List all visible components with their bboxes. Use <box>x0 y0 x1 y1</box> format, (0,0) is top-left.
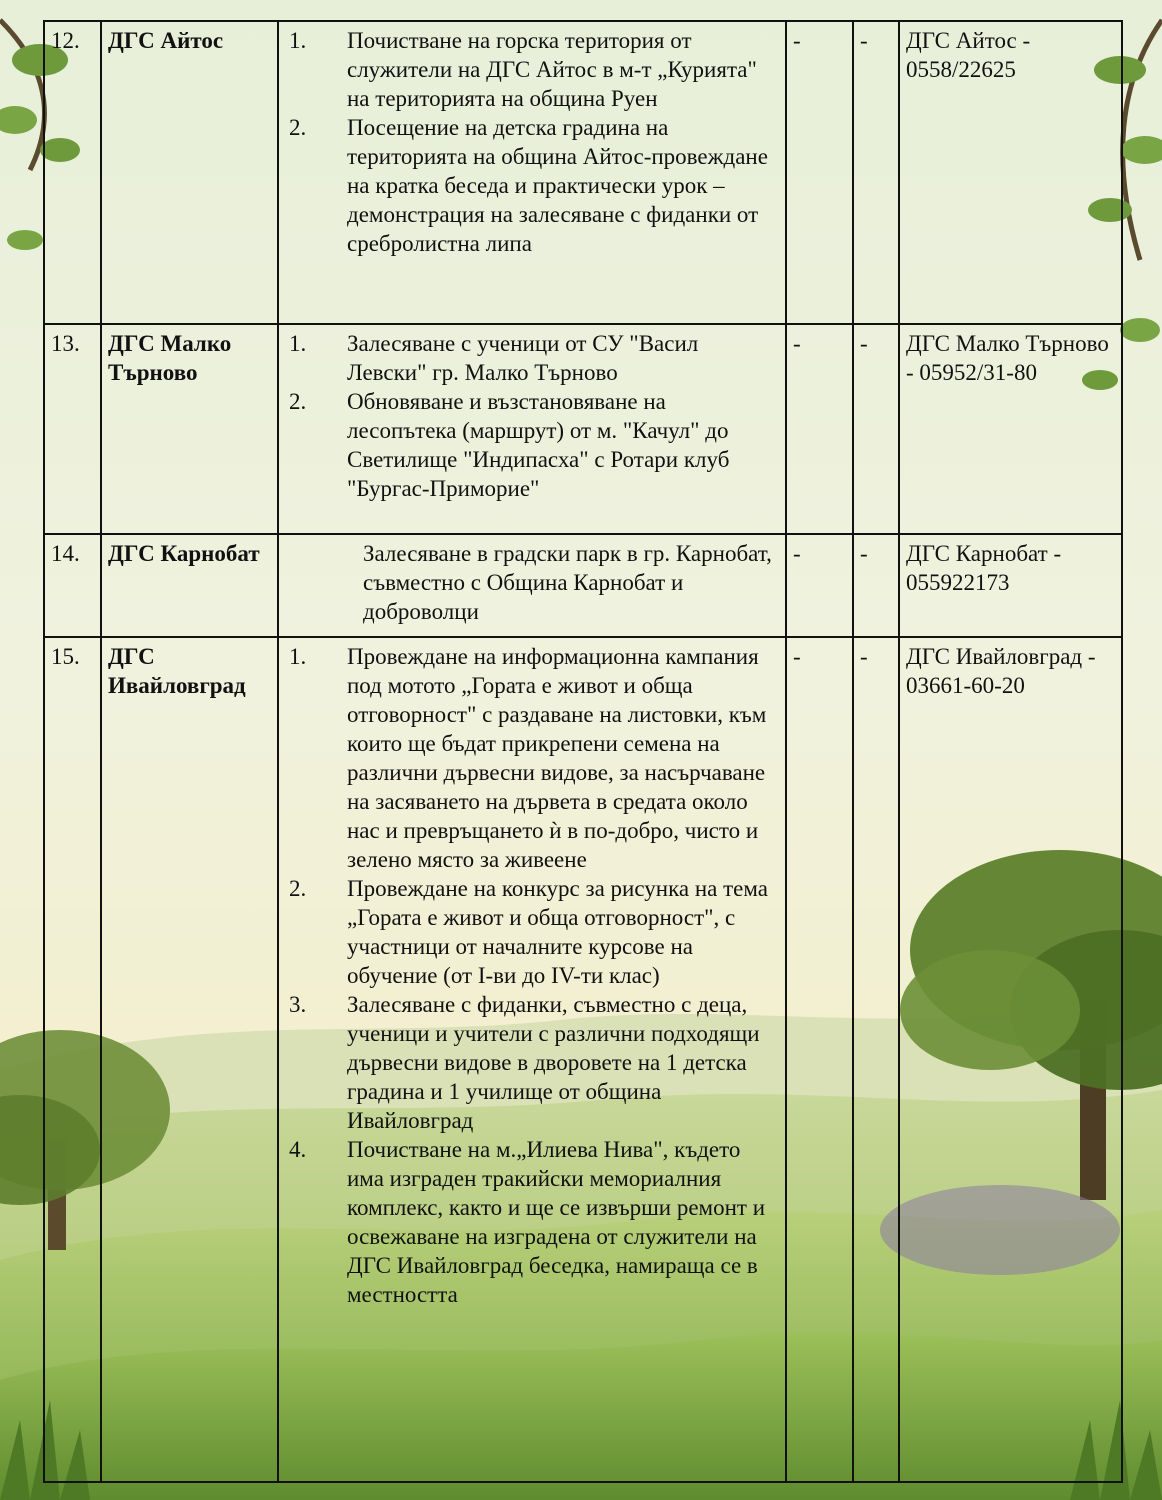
activities-cell <box>278 21 786 324</box>
organization-name: ДГС Ивайловград <box>101 637 278 1482</box>
activities-cell <box>278 324 786 534</box>
activity-text: Обновяване и възстановяване на лесопътека (маршрут) от м. "Качул" до Светилище "Индипасха" с Ротари клуб "Бургас-Приморие" <box>347 389 730 501</box>
activity-text: Посещение на детска градина на територията на община Айтос-провеждане на кратка беседа и практически урок – демонстрация на залесяване с фиданки от сребролистна липа <box>347 115 768 256</box>
activity-number: 2. <box>289 115 307 140</box>
activity-text: Провеждане на конкурс за рисунка на тема „Гората е живот и обща отговорност", с участници от началните курсове на обучение (от I-ви до IV-ти клас) <box>347 876 768 988</box>
row-number: 12. <box>44 21 101 324</box>
activity-text: Залесяване в градски парк в гр. Карнобат, съвместно с Община Карнобат и доброволци <box>363 541 772 624</box>
dash-cell: - <box>853 637 899 1482</box>
activity-text: Залесяване с ученици от СУ "Васил Левски" гр. Малко Търново <box>347 331 699 385</box>
activity-item <box>285 642 779 874</box>
contact-cell: ДГС Ивайловград - 03661-60-20 <box>899 637 1122 1482</box>
dash-cell: - <box>853 534 899 637</box>
dash-cell: - <box>786 534 853 637</box>
dash-cell: - <box>853 324 899 534</box>
dash-cell: - <box>786 21 853 324</box>
dash-cell: - <box>786 324 853 534</box>
activity-text: Залесяване с фиданки, съвместно с деца, ученици и учители с различни подходящи дървесни видове в дворовете на 1 детска градина и 1 училище от община Ивайловград <box>347 992 760 1133</box>
contact-cell: ДГС Айтос - 0558/22625 <box>899 21 1122 324</box>
activities-cell <box>278 637 786 1482</box>
events-table <box>43 20 1123 1483</box>
activity-item <box>285 387 779 503</box>
dash-cell: - <box>786 637 853 1482</box>
row-number: 14. <box>44 534 101 637</box>
activity-number: 4. <box>289 1137 307 1162</box>
contact-cell: ДГС Карнобат - 055922173 <box>899 534 1122 637</box>
organization-name: ДГС Карнобат <box>101 534 278 637</box>
table-row <box>44 21 1122 324</box>
table-row <box>44 534 1122 637</box>
table-row <box>44 324 1122 534</box>
activity-number: 1. <box>289 28 307 53</box>
activity-item <box>285 113 779 258</box>
activity-text: Почистване на м.„Илиева Нива", където има изграден тракийски мемориалния комплекс, както и ще се извърши ремонт и освежаване на изградена от служители на ДГС Ивайловград беседка, намираща се в местността <box>347 1137 766 1307</box>
activity-number: 1. <box>289 644 307 669</box>
row-number: 15. <box>44 637 101 1482</box>
table-row <box>44 637 1122 1482</box>
activity-number: 2. <box>289 876 307 901</box>
activity-item <box>285 990 779 1135</box>
activity-number: 2. <box>289 389 307 414</box>
organization-name: ДГС Айтос <box>101 21 278 324</box>
activity-text: Почистване на горска територия от служители на ДГС Айтос в м-т „Курията" на територията на община Руен <box>347 28 757 111</box>
organization-name: ДГС Малко Търново <box>101 324 278 534</box>
activity-text: Провеждане на информационна кампания под мотото „Гората е живот и обща отговорност" с раздаване на листовки, към които ще бъдат прикрепени семена на различни дървесни видове, за насърчаване на засяването на дървета в средата около нас и превръщането ѝ в по-добро, чисто и зелено място за живеене <box>347 644 767 872</box>
activity-item <box>285 1135 779 1309</box>
activities-cell <box>278 534 786 637</box>
activity-number: 3. <box>289 992 307 1017</box>
activity-item <box>285 874 779 990</box>
activity-item <box>285 26 779 113</box>
contact-cell: ДГС Малко Търново - 05952/31-80 <box>899 324 1122 534</box>
activity-number: 1. <box>289 331 307 356</box>
dash-cell: - <box>853 21 899 324</box>
activity-item <box>285 329 779 387</box>
row-number: 13. <box>44 324 101 534</box>
